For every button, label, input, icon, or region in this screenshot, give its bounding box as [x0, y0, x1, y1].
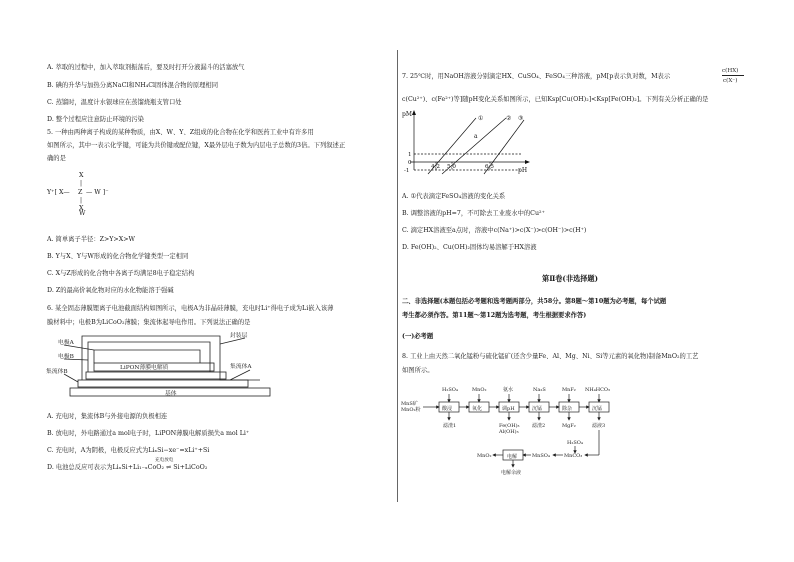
pm-ph-graph: [400, 108, 540, 176]
q7-fraction-numerator: c(HX): [722, 68, 739, 74]
q6-option-d: D. 电池总反应可表示为LiₓSi+Li₁₋ₓCoO₂ ⇌ Si+LiCoO₂: [47, 464, 208, 471]
curve-3-label: ③: [518, 115, 524, 122]
part-two-title: 第Ⅱ卷(非选择题): [542, 274, 598, 283]
collector-b-layer: [78, 380, 248, 387]
column-divider: [397, 50, 398, 502]
tick-5-0: 5.0: [447, 164, 456, 170]
required-questions-label: (一)必考题: [402, 333, 434, 340]
tick-6-5: 6.5: [485, 164, 494, 170]
reagent-na2s: Na₂S: [533, 387, 546, 393]
label-mnso4: MnSO₄: [532, 453, 550, 459]
struct-bond-top: |: [80, 180, 83, 187]
step-remove: 除杂: [562, 406, 573, 412]
struct-x-top: X: [79, 172, 84, 179]
residue-3: 滤液3: [592, 423, 606, 429]
reagent-mnf2: MnF₂: [562, 387, 576, 393]
step-leach: 酸浸: [442, 406, 453, 412]
q7-stem-line2: c(Cu²⁺)、c(Fe²⁺)等]随pH变化关系如图所示，已知Ksp[Cu(OH)₂]<Ksp[Fe(OH)₂]。下列有关分析正确的是: [402, 96, 709, 103]
q5-option-b: B. Y与X、Y与W形成的化合物化学键类型一定相同: [47, 253, 189, 260]
collector-a-layer: [82, 336, 260, 380]
residue-2: 滤渣2: [532, 423, 546, 429]
step-mn: 沉锰: [592, 406, 603, 412]
tick-4-2: 4.2: [431, 164, 440, 170]
axis-x-label: pH: [518, 167, 528, 174]
tick-y-0: 0: [408, 160, 412, 166]
q7-option-d: D. Fe(OH)₂、Cu(OH)₂固体均易溶解于HX溶液: [402, 244, 537, 251]
left-option-a: A. 萃取的过程中，加入萃取剂振荡后，要及时打开分液漏斗的活塞放气: [47, 64, 245, 71]
left-option-d: D. 整个过程应注意防止环境的污染: [47, 116, 144, 123]
left-option-b: B. 碘的升华与加热分离NaCl和NH₄Cl固体混合物的原理相同: [47, 82, 219, 89]
reagent-nh3: 氨水: [503, 387, 514, 393]
label-electrolyte: LiPON薄膜电解质: [120, 365, 169, 371]
q6-option-c: C. 充电时，A为阴极，电极反应式为LiₓSi−xe⁻=xLi⁺+Si: [47, 447, 210, 454]
step-electrolysis: 电解: [507, 454, 518, 460]
q5-option-d: D. Z的最高价氧化物对应的水化物能溶于强碱: [47, 287, 174, 294]
reagent-h2so4-2: H₂SO₄: [567, 440, 583, 446]
label-mnco3: MnCO₃: [564, 453, 583, 459]
q7-option-c: C. 滴定HX溶液至a点时，溶液中c(Na⁺)>c(X⁻)>c(OH⁻)>c(H⁺): [402, 227, 587, 234]
label-electrode-b: 电极B: [58, 354, 74, 360]
q5-stem-line3: 确的是: [47, 155, 66, 162]
residue-mgf2: MgF₂: [562, 423, 576, 429]
reagent-mno2: MnO₂: [472, 387, 487, 393]
q5-stem-line1: 5. 一种由两种离子构成的某种物质，由X、W、Y、Z组成的化合物在化学和医药工业中有许多用: [47, 129, 314, 136]
step-oxid: 氧化: [472, 406, 483, 412]
flow-feed-1: MnS矿: [401, 401, 418, 407]
process-flow-diagram: [403, 380, 613, 480]
q6-stem-line1: 6. 某全固态薄膜锂离子电池截面结构如图所示，电极A为非晶硅薄膜，充电时Li⁺得电子成为Li嵌入该薄: [47, 305, 334, 312]
struct-left: Y⁺[ X—: [47, 189, 70, 196]
struct-bond-bottom: |: [80, 197, 83, 204]
step-ph: 调pH: [502, 406, 515, 412]
label-collector-a: 集流体A: [230, 364, 252, 370]
tick-y-neg1: -1: [404, 168, 410, 174]
struct-w: W: [79, 210, 86, 217]
residue-fe: Fe(OH)₃: [499, 423, 520, 429]
q7-stem-line1: 7. 25℃时，用NaOH溶液分别滴定HX、CuSO₄、FeSO₄三种溶液，pM[p表示负对数，M表示: [402, 73, 671, 80]
curve-1-label: ①: [478, 115, 484, 122]
residue-al: Al(OH)₃: [499, 429, 519, 435]
axis-y-label: pM: [402, 111, 412, 118]
q5-option-a: A. 简单离子半径：Z>Y>X>W: [47, 236, 135, 243]
electrode-a-layer: [94, 350, 200, 363]
struct-z: Z: [78, 189, 83, 196]
q7-option-b: B. 调整溶液的pH=7，不可除去工业废水中的Cu²⁺: [402, 210, 545, 217]
q6-option-a: A. 充电时，集流体B与外接电源的负极相连: [47, 413, 168, 420]
struct-x-bottom: X: [79, 205, 84, 212]
battery-diagram: [46, 330, 300, 400]
q6-option-b: B. 放电时，外电路通过a mol电子时，LiPON薄膜电解质损失a mol Li⁺: [47, 430, 250, 437]
tick-y-1: 1: [408, 152, 412, 158]
reagent-h2so4: H₂SO₄: [442, 387, 458, 393]
electrode-b-layer: [86, 372, 226, 379]
q5-option-c: C. X与Z形成的化合物中各离子均满足8电子稳定结构: [47, 270, 195, 277]
q8-stem-line1: 8. 工业上由天然二氧化锰粉与硫化锰矿(还含少量Fe、Al、Mg、Ni、Si等元素的氧化物)制备MnO₂的工艺: [402, 353, 699, 360]
label-substrate: 基体: [165, 391, 177, 397]
label-mno2: MnO₂: [477, 453, 492, 459]
label-seal: 封装层: [230, 333, 248, 339]
q6-option-d-condition: 充电放电: [155, 458, 174, 463]
residue-1: 滤渣1: [443, 423, 457, 429]
q7-fraction-denominator: c(X⁻): [723, 78, 738, 84]
q7-option-a: A. ①代表滴定FeSO₄溶液的变化关系: [402, 193, 506, 200]
label-collector-b: 集流体B: [46, 369, 68, 375]
q6-stem-line2: 膜材料中；电极B为LiCoO₂薄膜；集流体起导电作用。下列说法正确的是: [47, 319, 251, 326]
left-option-c: C. 蒸馏时，温度计水银球应在蒸馏烧瓶支管口处: [47, 99, 182, 106]
label-waste: 电解余液: [501, 470, 522, 476]
curve-2-label: ②: [506, 115, 512, 122]
section-two-line2: 考生都必须作答。第11题～第12题为选考题，考生根据要求作答): [402, 312, 587, 319]
step-precip: 沉锰: [532, 406, 543, 412]
q8-stem-line2: 如图所示。: [402, 367, 434, 374]
q7-fraction-bar: [722, 75, 744, 76]
label-electrode-a: 电极A: [58, 340, 74, 346]
point-a-label: a: [474, 133, 478, 140]
struct-right: — W ]⁻: [86, 189, 109, 196]
section-two-line1: 二、非选择题(本题包括必考题和选考题两部分，共58分。第8题～第10题为必考题，每个试题: [402, 298, 667, 305]
flow-feed-2: MnO₂粉: [401, 407, 421, 413]
reagent-nh4hco3: NH₄HCO₃: [585, 387, 611, 393]
q5-stem-line2: 如图所示，其中一表示化学键，可能为共价键或配位键，X最外层电子数为内层电子总数的3倍。下列叙述正: [47, 142, 346, 149]
